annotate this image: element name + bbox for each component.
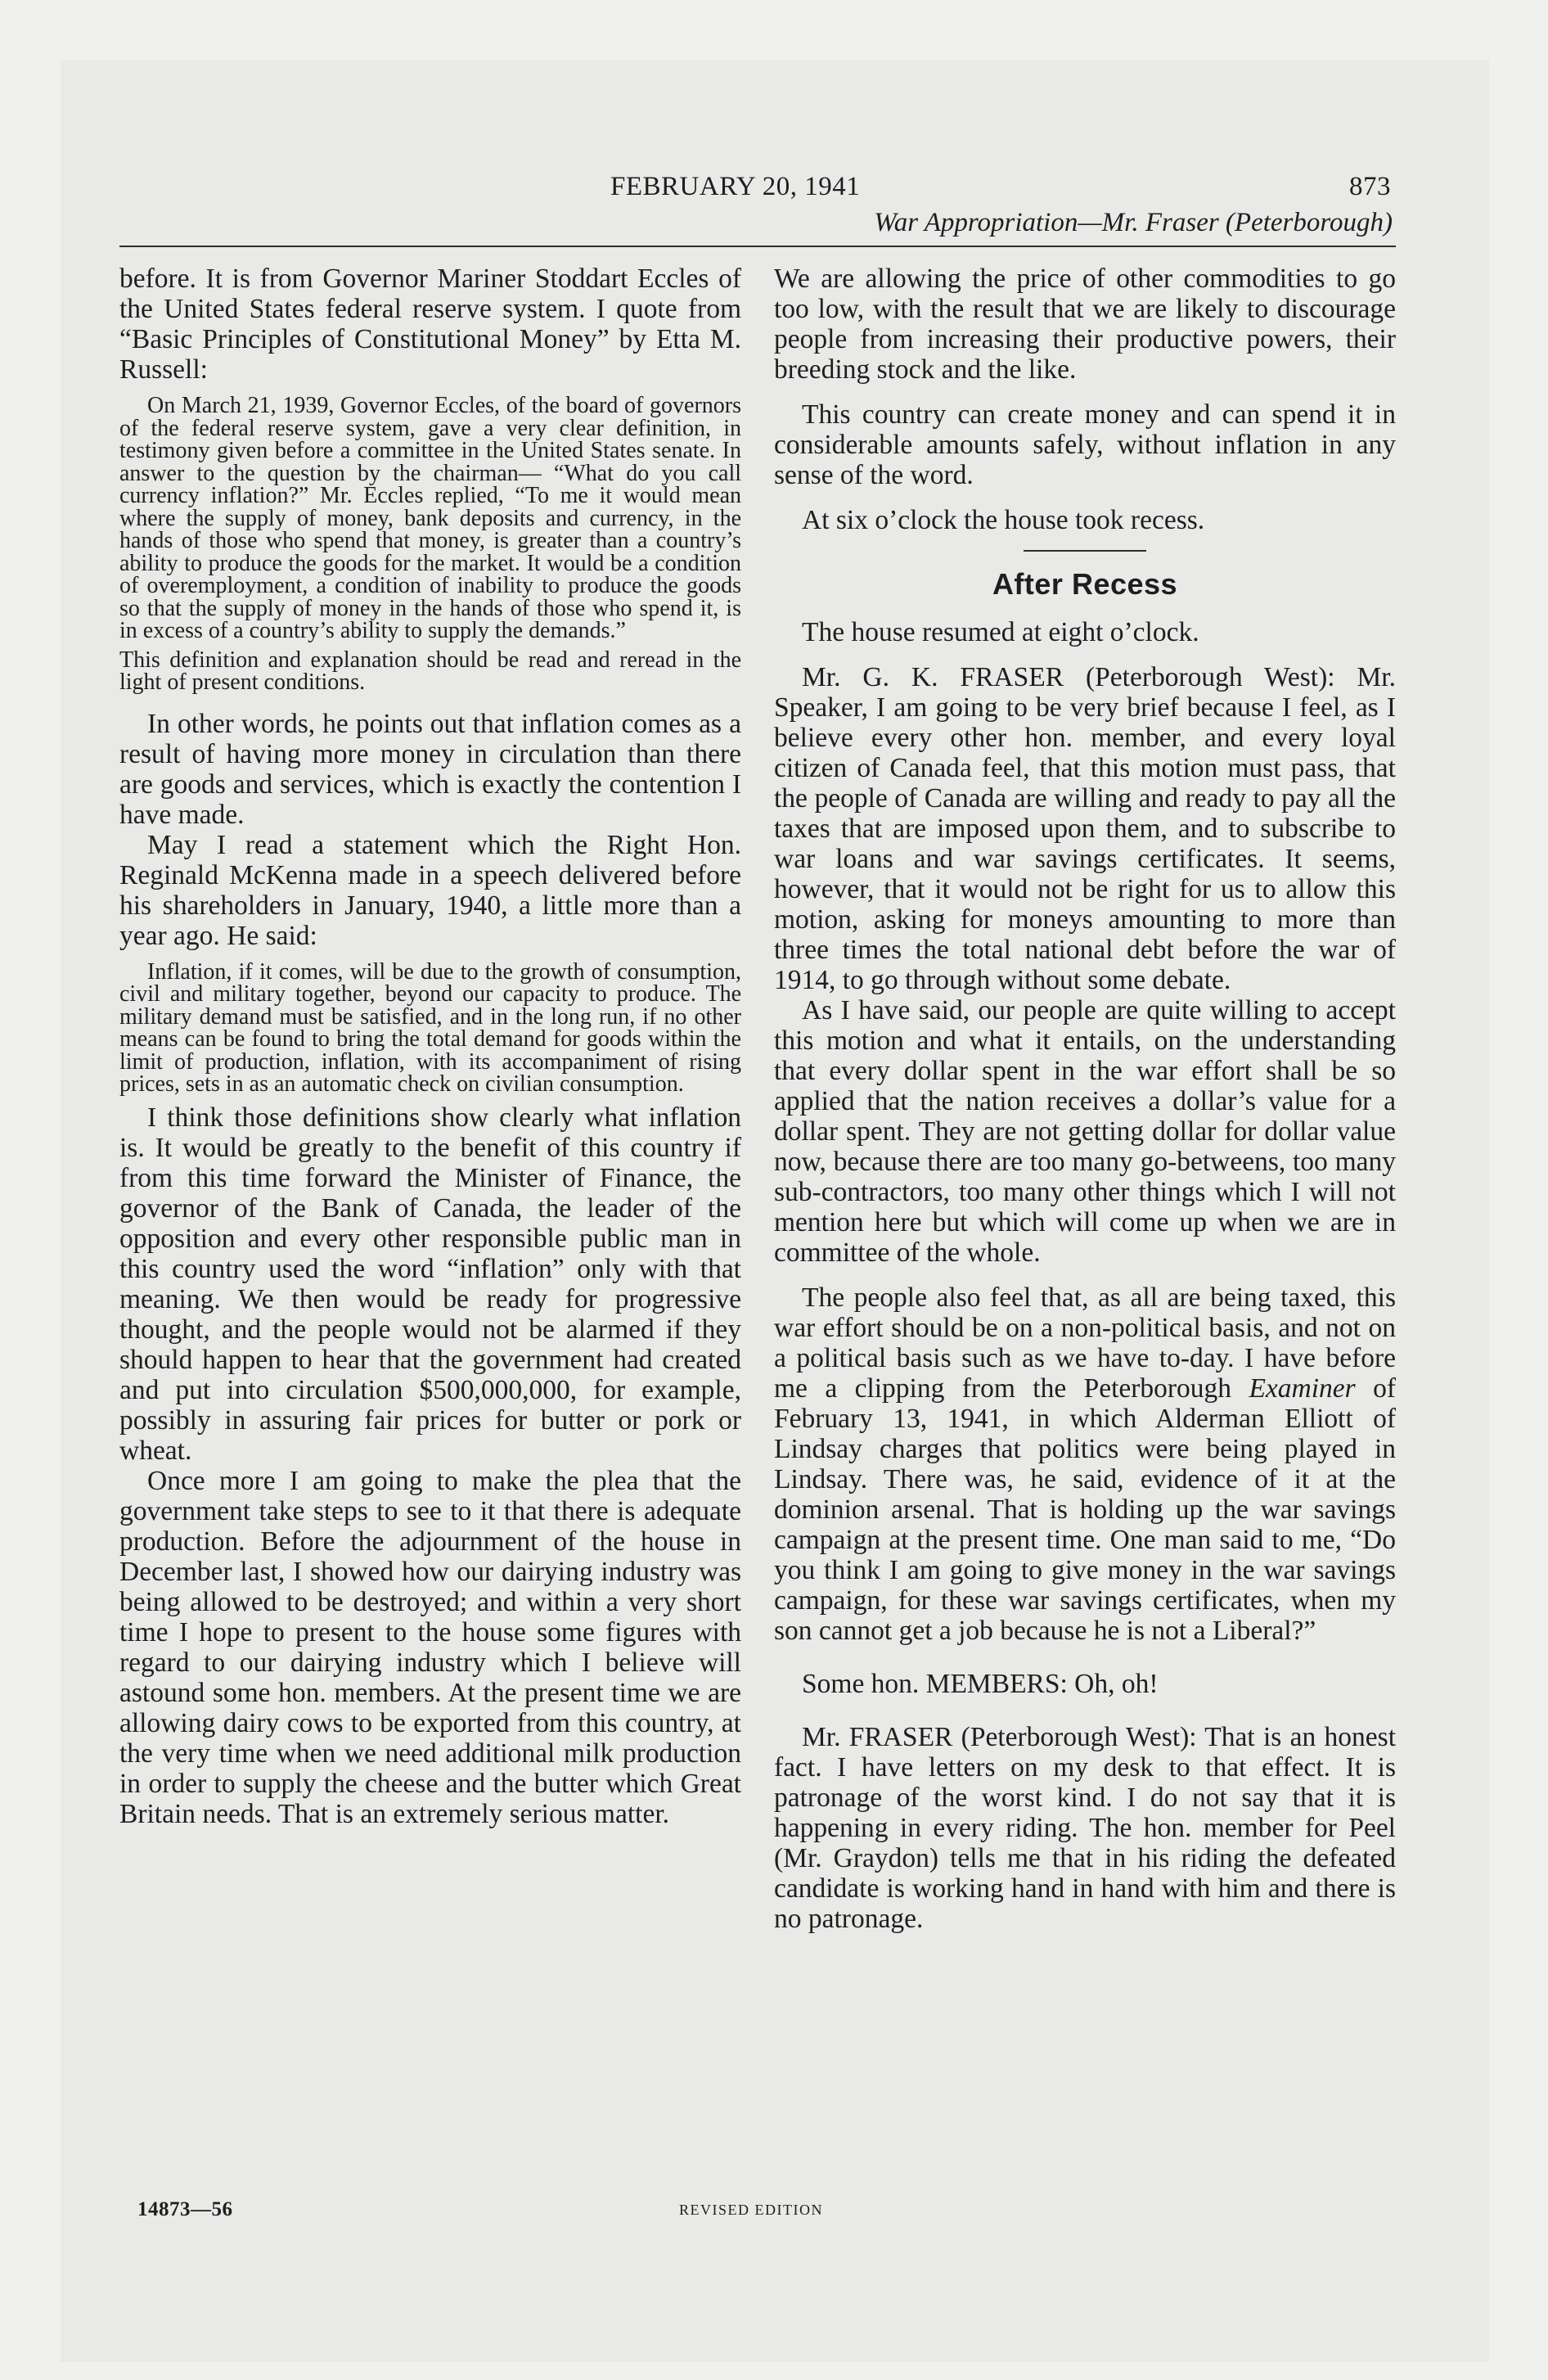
- header-line: [119, 172, 1396, 208]
- paragraph: This country can create money and can spend it in considerable amounts safely, without inflation in any sense of the word.: [774, 399, 1396, 490]
- page-number: 873: [1349, 172, 1391, 201]
- section-divider: [1024, 550, 1146, 552]
- block-quote: On March 21, 1939, Governor Eccles, of the board of governors of the federal reserve system, gave a very clear definition, in testimony given before a committee in the United States senate. In answer to the question by the chairman— “What do you call currency inflation?” Mr. Eccles replied, “To me it would mean where the supply of money, bank deposits and currency, in the hands of those who spend that money, is greater than a country’s ability to produce the goods for the market. It would be a condition of overemployment, a condition of inability to produce the goods so that the supply of money in the hands of those who spend it, is in excess of a country’s ability to supply the demands.”: [119, 393, 741, 643]
- paragraph-text: of February 13, 1941, in which Alderman Elliott of Lindsay charges that politics were being played in Lindsay. There was, he said, evidence of it at the dominion arsenal. That is holding up the war savings campaign at the present time. One man said to me, “Do you think I am going to give money in the war savings campaign, for these war savings certificates, when my son cannot get a job because he is not a Liberal?”: [774, 1373, 1396, 1646]
- newspaper-title: Examiner: [1249, 1373, 1356, 1404]
- header-date: FEBRUARY 20, 1941: [610, 172, 861, 201]
- header-subtitle: War Appropriation—Mr. Fraser (Peterborough): [874, 208, 1393, 237]
- paragraph: The house resumed at eight o’clock.: [802, 617, 1199, 647]
- section-heading: After Recess: [992, 567, 1178, 601]
- right-column: [774, 264, 1396, 1934]
- paragraph: before. It is from Governor Mariner Stoddart Eccles of the United States federal reserve system. I quote from “Basic Principles of Constitutional Money” by Etta M. Russell:: [119, 264, 741, 385]
- paragraph: Mr. G. K. FRASER (Peterborough West): Mr. Speaker, I am going to be very brief because I feel, as I believe every other hon. member, and every loyal citizen of Canada feel, that this motion must pass, that the people of Canada are willing and ready to pay all the taxes that are imposed upon them, and to subscribe to war loans and war savings certificates. It seems, however, that it would not be right for us to allow this motion, asking for moneys amounting to more than three times the total national debt before the war of 1914, to go through without some debate.: [774, 662, 1396, 995]
- paragraph: Some hon. MEMBERS: Oh, oh!: [802, 1669, 1159, 1699]
- header-rule: [119, 246, 1396, 247]
- paragraph: As I have said, our people are quite willing to accept this motion and what it entails, on the understanding that every dollar spent in the war effort shall be so applied that the nation receives a dollar’s value for a dollar spent. They are not getting dollar for dollar value now, because there are too many go-betweens, too many sub-contractors, too many other things which I will not mention here but which will come up when we are in committee of the whole.: [774, 995, 1396, 1268]
- left-column: [119, 264, 741, 1829]
- block-quote-continuation: This definition and explanation should be read and reread in the light of present conditions.: [119, 647, 741, 695]
- paragraph: Mr. FRASER (Peterborough West): That is an honest fact. I have letters on my desk to that effect. It is patronage of the worst kind. I do not say that it is happening in every riding. The hon. member for Peel (Mr. Graydon) tells me that in his riding the defeated candidate is working hand in hand with him and there is no patronage.: [774, 1722, 1396, 1934]
- paragraph: May I read a statement which the Right Hon. Reginald McKenna made in a speech delivered before his shareholders in January, 1940, a little more than a year ago. He said:: [119, 829, 741, 951]
- paragraph: At six o’clock the house took recess.: [802, 505, 1205, 535]
- footer-edition: REVISED EDITION: [679, 2202, 823, 2218]
- block-quote: Inflation, if it comes, will be due to the growth of consumption, civil and military together, beyond our capacity to produce. The military demand must be satisfied, and in the long run, if no other means can be found to bring the total demand for goods within the limit of production, inflation, with its accompaniment of rising prices, sets in as an automatic check on civilian consumption.: [119, 958, 741, 1097]
- paragraph: Once more I am going to make the plea that the government take steps to see to it that there is adequate production. Before the adjournment of the house in December last, I showed how our dairying industry was being allowed to be destroyed; and within a very short time I hope to present to the house some figures with regard to our dairying industry which I believe will astound some hon. members. At the present time we are allowing dairy cows to be exported from this country, at the very time when we need additional milk production in order to supply the cheese and the butter which Great Britain needs. That is an extremely serious matter.: [119, 1465, 741, 1829]
- page-header: [119, 172, 1396, 247]
- paragraph: I think those definitions show clearly what inflation is. It would be greatly to the benefit of this country if from this time forward the Minister of Finance, the governor of the Bank of Canada, the leader of the opposition and every other responsible public man in this country used the word “inflation” only with that meaning. We then would be ready for progressive thought, and the people would not be alarmed if they should happen to hear that the government had created and put into circulation $500,000,000, for example, possibly in assuring fair prices for butter or pork or wheat.: [119, 1102, 741, 1466]
- paragraph: In other words, he points out that inflation comes as a result of having more money in circulation than there are goods and services, which is exactly the contention I have made.: [119, 708, 741, 830]
- paragraph: [774, 1282, 1396, 1646]
- footer-signature: 14873—56: [137, 2198, 233, 2220]
- paragraph-text: The people also feel that, as all are being taxed, this war effort should be on a non-political basis, and not on a political basis such as we have to-day. I have before me a clipping from the Peterborough: [774, 1282, 1396, 1404]
- paragraph: We are allowing the price of other commodities to go too low, with the result that we are likely to discourage people from increasing their productive powers, their breeding stock and the like.: [774, 264, 1396, 385]
